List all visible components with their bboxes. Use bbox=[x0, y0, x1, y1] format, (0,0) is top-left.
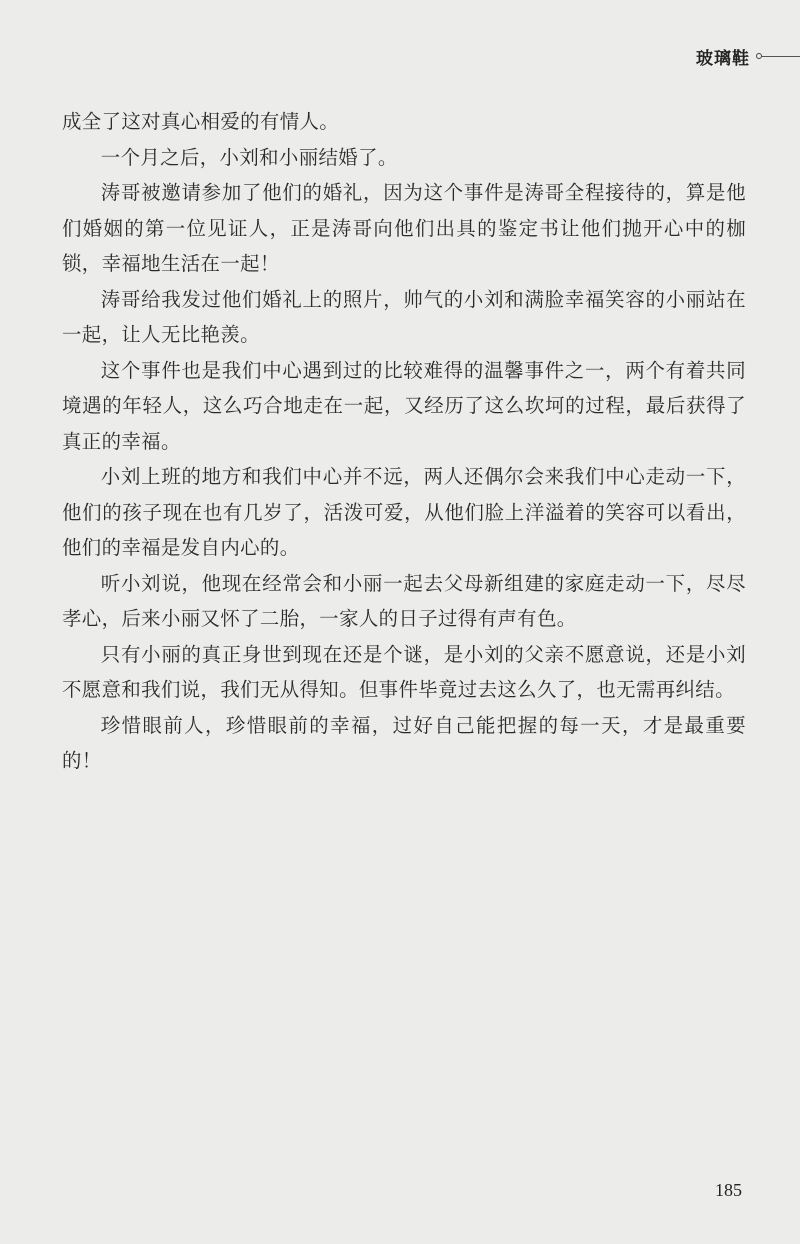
paragraph: 一个月之后，小刘和小丽结婚了。 bbox=[100, 145, 398, 169]
paragraph: 涛哥给我发过他们婚礼上的照片，帅气的小刘和满脸幸福笑容的小丽站在一起，让人无比艳羡。 bbox=[62, 287, 746, 346]
paragraph: 这个事件也是我们中心遇到过的比较难得的温馨事件之一，两个有着共同境遇的年轻人，这么巧合地走在一起，又经历了这么坎坷的过程，最后获得了真正的幸福。 bbox=[62, 358, 746, 453]
header-rule-line bbox=[762, 56, 800, 57]
paragraph: 涛哥被邀请参加了他们的婚礼，因为这个事件是涛哥全程接待的，算是他们婚姻的第一位见证人，正是涛哥向他们出具的鉴定书让他们抛开心中的枷锁，幸福地生活在一起！ bbox=[62, 181, 746, 275]
page-number: 185 bbox=[715, 1180, 742, 1200]
paragraph: 成全了这对真心相爱的有情人。 bbox=[62, 110, 340, 133]
body-text bbox=[62, 104, 746, 779]
paragraph: 小刘上班的地方和我们中心并不远，两人还偶尔会来我们中心走动一下，他们的孩子现在也有几岁了，活泼可爱，从他们脸上洋溢着的笑容可以看出，他们的幸福是发自内心的。 bbox=[62, 465, 746, 559]
running-header bbox=[696, 42, 800, 70]
header-ornament bbox=[756, 53, 800, 59]
chapter-title: 玻璃鞋 bbox=[696, 48, 750, 69]
paragraph: 只有小丽的真正身世到现在还是个谜，是小刘的父亲不愿意说，还是小刘不愿意和我们说，我们无从得知。但事件毕竟过去这么久了，也无需再纠结。 bbox=[62, 642, 746, 701]
paragraph: 珍惜眼前人，珍惜眼前的幸福，过好自己能把握的每一天，才是最重要的！ bbox=[62, 713, 746, 772]
paragraph: 听小刘说，他现在经常会和小丽一起去父母新组建的家庭走动一下，尽尽孝心，后来小丽又怀了二胎，一家人的日子过得有声有色。 bbox=[62, 571, 746, 630]
